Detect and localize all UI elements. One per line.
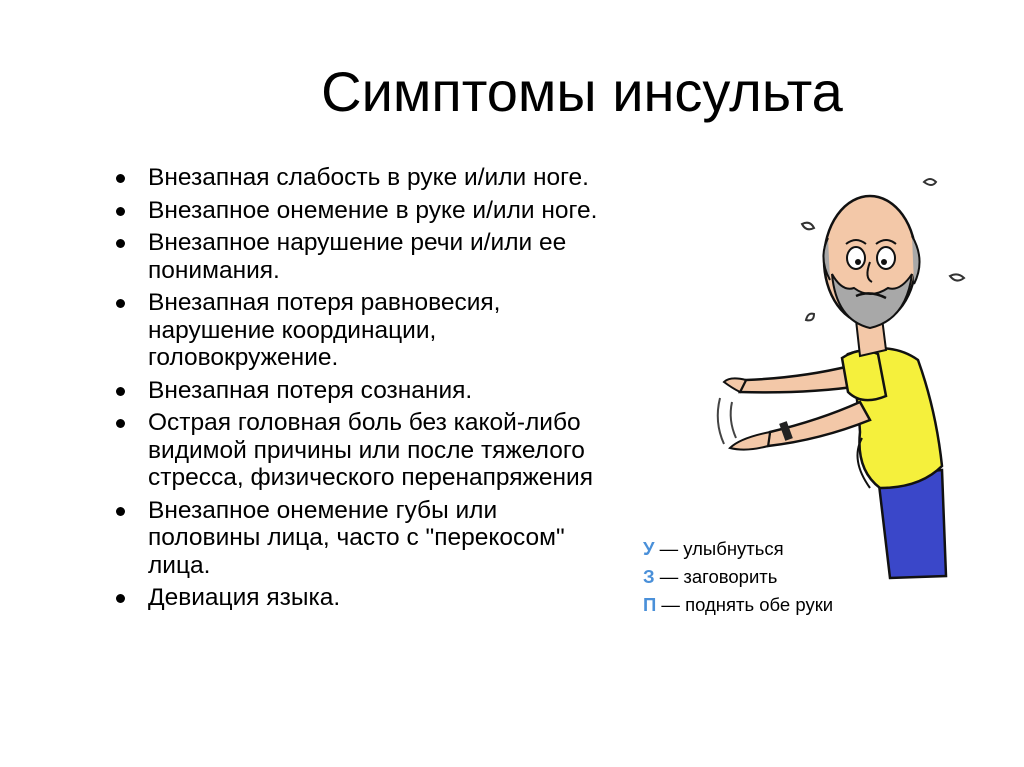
motion-lines-icon bbox=[731, 402, 736, 438]
slide-title: Симптомы инсульта bbox=[321, 60, 843, 123]
symptom-item bbox=[112, 584, 612, 612]
mnemonic-block bbox=[643, 535, 843, 619]
symptom-text: Внезапное нарушение речи и/или ее понимания. bbox=[148, 229, 567, 284]
eye-icon bbox=[877, 247, 895, 269]
mnemonic-line-smile bbox=[643, 535, 843, 563]
stroke-patient-illustration bbox=[710, 170, 970, 590]
mnemonic-letter: У bbox=[643, 538, 655, 559]
symptom-text: Внезапная потеря сознания. bbox=[148, 376, 473, 404]
sweat-drop-icon bbox=[924, 179, 936, 185]
sweat-drop-icon bbox=[802, 223, 814, 230]
symptom-item bbox=[112, 289, 612, 372]
sleeve-shape bbox=[842, 351, 886, 400]
symptom-item bbox=[112, 497, 612, 580]
symptom-item bbox=[112, 377, 612, 405]
bullet-icon bbox=[116, 299, 125, 308]
symptom-text: Внезапное онемение в руке и/или ноге. bbox=[148, 196, 598, 224]
symptom-text: Девиация языка. bbox=[148, 584, 341, 611]
arm-upper-shape bbox=[740, 366, 860, 392]
mnemonic-text: — заговорить bbox=[654, 566, 778, 587]
symptom-item bbox=[112, 164, 612, 192]
sweat-drop-icon bbox=[950, 274, 964, 280]
symptom-item bbox=[112, 229, 612, 284]
symptom-item bbox=[112, 197, 612, 225]
symptom-list bbox=[112, 164, 612, 617]
bullet-icon bbox=[116, 174, 125, 183]
bullet-icon bbox=[116, 387, 125, 396]
symptom-text: Острая головная боль без какой-либо видимой причины или после тяжелого стресса, физического перенапряжения bbox=[148, 409, 593, 491]
symptom-text: Внезапная слабость в руке и/или ноге. bbox=[148, 164, 589, 191]
sweat-drop-icon bbox=[806, 314, 814, 321]
mnemonic-letter: П bbox=[643, 594, 657, 615]
mnemonic-text: — улыбнуться bbox=[654, 538, 784, 559]
bullet-icon bbox=[116, 594, 125, 603]
mnemonic-line-raise-arms bbox=[643, 591, 843, 619]
bullet-icon bbox=[116, 239, 125, 248]
eye-icon bbox=[847, 247, 865, 269]
symptom-text: Внезапное онемение губы или половины лица, часто с "перекосом" лица. bbox=[148, 496, 565, 579]
mnemonic-letter: З bbox=[643, 566, 655, 587]
motion-lines-icon bbox=[718, 398, 724, 444]
bullet-icon bbox=[116, 419, 125, 428]
bullet-icon bbox=[116, 507, 125, 516]
mnemonic-text: — поднять обе руки bbox=[656, 594, 834, 615]
symptom-text: Внезапная потеря равновесия, нарушение координации, головокружение. bbox=[148, 289, 501, 371]
bullet-icon bbox=[116, 207, 125, 216]
mnemonic-line-speak bbox=[643, 563, 843, 591]
symptom-item bbox=[112, 409, 612, 492]
